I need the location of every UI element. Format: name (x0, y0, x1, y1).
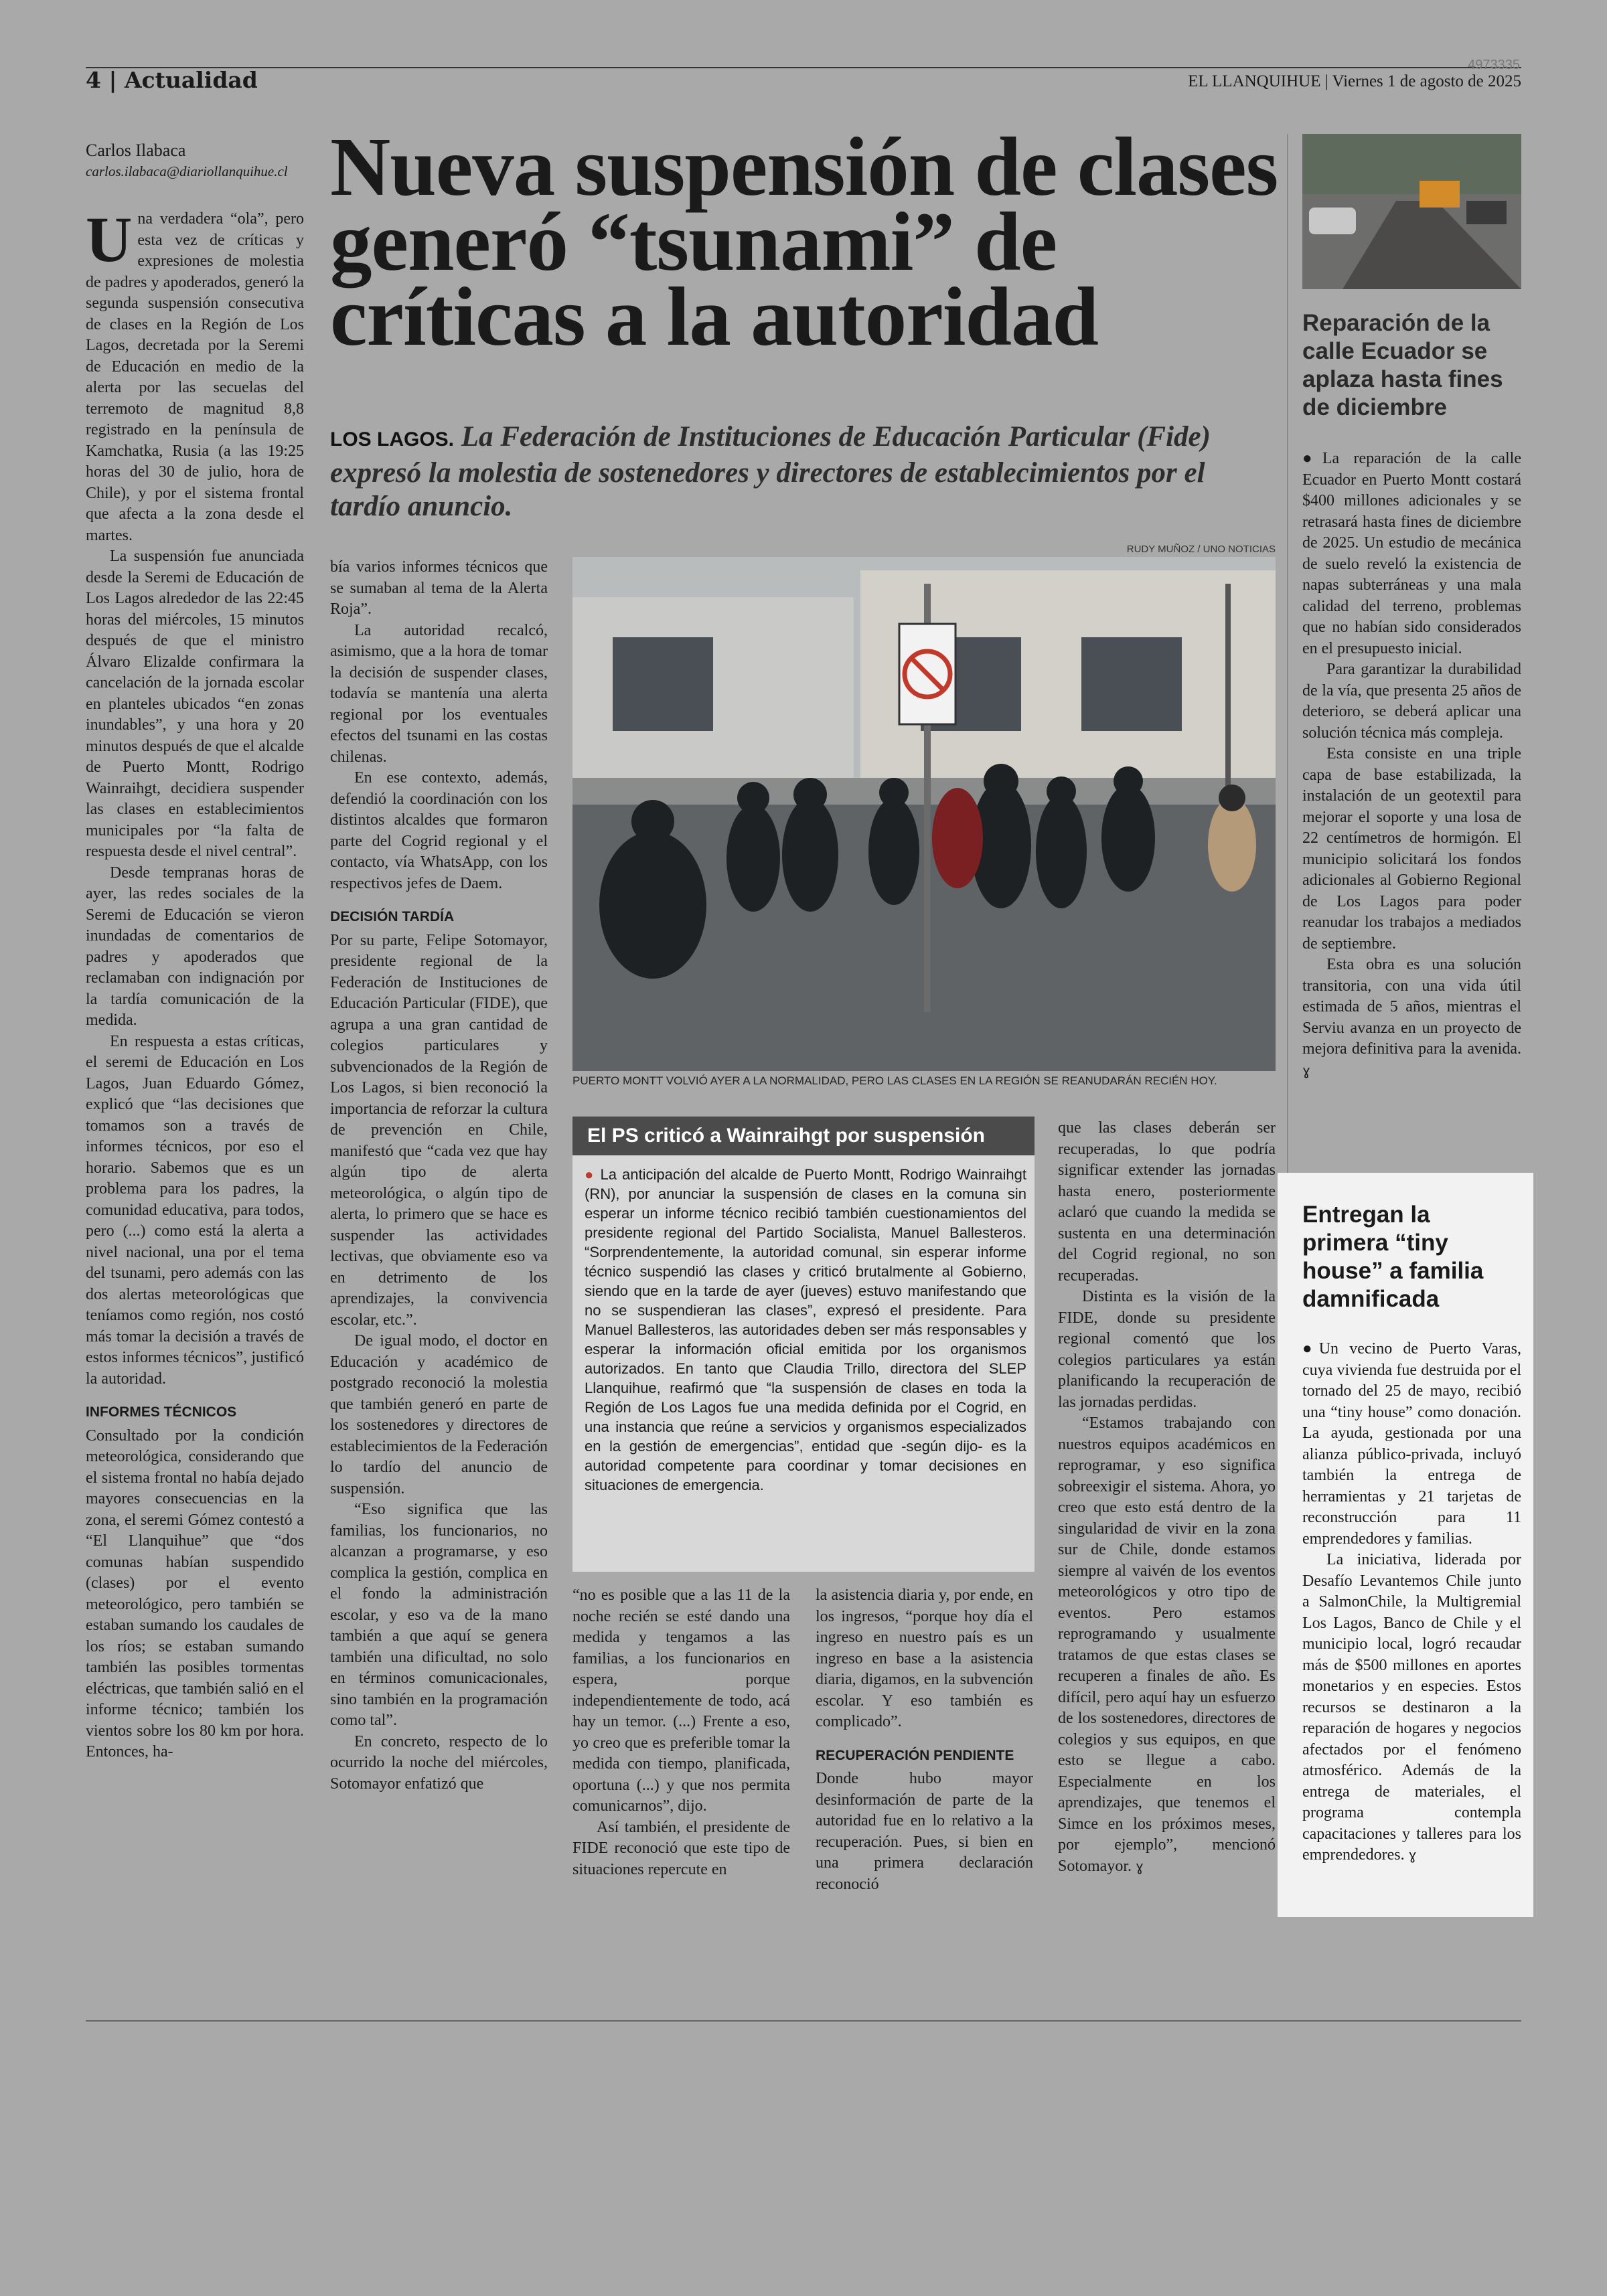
end-mark-icon: ɣ (1136, 1858, 1144, 1874)
author-name: Carlos Ilabaca (86, 141, 186, 160)
article-column-4 (816, 1585, 1033, 1906)
article-column-2 (330, 557, 548, 1909)
article-paragraph: Donde hubo mayor desinformación de parte de la autoridad fue en lo relativo a la recuperación. Pues, si bien en una primera declaración reconoció (816, 1770, 1033, 1893)
publication-date: EL LLANQUIHUE | Viernes 1 de agosto de 2025 (1188, 72, 1521, 90)
article-lede (330, 420, 1274, 523)
article-column-1 (86, 209, 304, 1909)
article-paragraph: Esta obra es una solución transitoria, con una vida útil estimada de 5 años, mientras el Serviu avanza en un proyecto de mejora definitiva para la avenida. ɣ (1302, 956, 1521, 1078)
article-paragraph: “no es posible que a las 11 de la noche recién se esté dando una medida y tengamos a las familias, a los funcionarios en espera, porque independientemente de todo, acá hay un temor. (...) Frente a eso, yo creo que es preferible tomar la medida con tiempo, planificada, oportuna (...) y que nos permita comunicarnos”, dijo. (572, 1586, 790, 1815)
article-paragraph: En ese contexto, además, defendió la coordinación con los distintos alcaldes que formaron parte del Cogrid regional y el contacto, vía WhatsApp, con los respectivos jefes de Daem. (330, 769, 548, 892)
road-works-illustration (1302, 134, 1521, 289)
photo-caption: PUERTO MONTT VOLVIÓ AYER A LA NORMALIDAD, PERO LAS CLASES EN LA REGIÓN SE REANUDARÁN RECIÉN HOY. (572, 1074, 1217, 1087)
end-mark-icon: ɣ (1302, 1062, 1310, 1078)
end-mark-icon: ɣ (1408, 1847, 1417, 1863)
street-scene-illustration (572, 557, 1276, 1071)
article-headline: Nueva suspensión de clases generó “tsunami” de críticas a la autoridad (330, 121, 1278, 363)
article-paragraph: Desde tempranas horas de ayer, las redes sociales de la Seremi de Educación se vieron inundadas de comentarios de padres y apoderados que reclamaban con indignación por la tardía comunicación de la medida. (86, 864, 304, 1029)
side-story-1-title: Reparación de la calle Ecuador se aplaza hasta fines de diciembre (1302, 310, 1503, 420)
article-paragraph: De igual modo, el doctor en Educación y académico de postgrado reconoció la molestia que también generó en parte de los sostenedores y directores de establecimientos de la Federación lo tardío del anuncio de suspensión. (330, 1332, 548, 1497)
article-paragraph: la asistencia diaria y, por ende, en los ingresos, “porque hoy día el ingreso en nuestro país es un ingreso en base a la asistencia diaria, digamos, en la subvención escolar. Y eso también es complicado”. (816, 1586, 1033, 1730)
subhead-recuperacion-pendiente: RECUPERACIÓN PENDIENTE (816, 1747, 1014, 1763)
article-paragraph: Así también, el presidente de FIDE reconoció que este tipo de situaciones repercute en (572, 1818, 790, 1878)
article-paragraph: “Estamos trabajando con nuestros equipos académicos en reprogramar, y eso significa sobreexigir el sistema. Ahora, yo creo que esto está dentro de la singularidad de vivir en la zona sur de Chile, donde estamos siempre al vaivén de los eventos meteorológicos y otro tipo de eventos. Pero estamos reprogramando y usualmente tratamos de que estas clases se recuperen a finales de año. Es difícil, pero aquí hay un esfuerzo de los sostenedores, directores de colegios y sus equipos, en que esto se llegue a cabo. Especialmente en los aprendizajes, que tenemos el Simce en los próximos meses, por ejemplo”, mencionó Sotomayor. ɣ (1058, 1414, 1276, 1875)
article-paragraph: ●Un vecino de Puerto Varas, cuya vivienda fue destruida por el tornado del 25 de mayo, recibió una “tiny house” como donación. La ayuda, gestionada por una alianza público-privada, incluyó también la entrega de herramientas y 21 tarjetas de reconstrucción para 11 emprendedores y familias. (1302, 1340, 1521, 1548)
subhead-decision-tardia: DECISIÓN TARDÍA (330, 909, 455, 924)
article-paragraph: Distinta es la visión de la FIDE, donde su presidente regional comentó que los colegios particulares ya están planificando la recuperación de las jornadas perdidas. (1058, 1288, 1276, 1411)
author-email[interactable]: carlos.ilabaca@diariollanquihue.cl (86, 163, 288, 179)
article-paragraph: que las clases deberán ser recuperadas, lo que podría significar extender las jornadas hasta enero, posteriormente aclaró que cuando la medida se sustenta en una determinación del Cogrid regional, no son recuperadas. (1058, 1119, 1276, 1285)
article-column-5 (1058, 1118, 1276, 1908)
article-paragraph: La autoridad recalcó, asimismo, que a la hora de tomar la decisión de suspender clases, todavía se mantenía una alerta regional por los eventuales efectos del tsunami en las costas chilenas. (330, 621, 548, 766)
page-code: 4973335 (1468, 58, 1520, 72)
article-paragraph: Para garantizar la durabilidad de la vía, que presenta 25 años de deterioro, se deberá aplicar una solución técnica más compleja. (1302, 661, 1521, 742)
article-paragraph: Consultado por la condición meteorológica, considerando que el sistema frontal no había dejado mayores consecuencias en la zona, el seremi Gómez contestó a “El Llanquihue” que “dos comunas habían suspendido (clases) por el evento meteorológico, pero también se estaban sumando los caudales de los ríos; se estaban sumando también las posibles tormentas eléctricas, que también salió en el informe técnico; también los vientos sobre los 80 km por hora. Entonces, ha- (86, 1426, 304, 1760)
side-photo-street-repair (1302, 134, 1521, 289)
article-paragraph: ●La reparación de la calle Ecuador en Puerto Montt costará $400 millones adicionales y se retrasará hasta fines de diciembre de 2025. Un estudio de mecánica de suelo reveló la existencia de napas subterráneas y una mala calidad del terreno, problemas que no habían sido considerados en el presupuesto inicial. (1302, 450, 1521, 657)
bottom-rule (86, 2020, 1521, 2022)
article-paragraph: La suspensión fue anunciada desde la Seremi de Educación de Los Lagos alrededor de las 22:45 horas del miércoles, 15 minutos después de que el ministro Álvaro Elizalde confirmara la cancelación de la jornada escolar en planteles ubicados “en zonas inundables”, y una hora y 20 minutos después de que el alcalde de Puerto Montt, Rodrigo Wainraihgt, decidiera suspender las clases en establecimientos municipales por “la falta de respuesta desde el nivel central”. (86, 548, 304, 860)
photo-credit: RUDY MUÑOZ / UNO NOTICIAS (1126, 544, 1276, 555)
side-story-1-body (1302, 448, 1521, 1081)
lede-kicker: LOS LAGOS. (330, 428, 455, 450)
box-ps-title: El PS criticó a Wainraihgt por suspensión (572, 1117, 1035, 1155)
header-rule (86, 67, 1521, 68)
drop-cap: U (86, 209, 133, 275)
page-section-label: 4 | Actualidad (86, 67, 258, 93)
article-paragraph: Una verdadera “ola”, pero esta vez de críticas y expresiones de molestia de padres y apoderados, generó la segunda suspensión consecutiva de clases en la Región de Los Lagos, decretada por la Seremi de Educación en medio de la alerta por las secuelas del terremoto de magnitud 8,8 registrado en la península de Kamchatka, Rusia (a las 19:25 horas del 30 de julio, hora de Chile), y por el sistema frontal que afecta a la zona desde el martes. (86, 209, 304, 544)
side-story-2-title: Entregan la primera “tiny house” a familia damnificada (1302, 1202, 1484, 1312)
article-paragraph: En concreto, respecto de lo ocurrido la noche del miércoles, Sotomayor enfatizó que (330, 1732, 548, 1793)
article-paragraph: Por su parte, Felipe Sotomayor, presidente regional de la Federación de Instituciones de Educación Particular (FIDE), que agrupa a una gran cantidad de colegios particulares y subvencionados de la Región de Los Lagos, si bien reconoció la importancia de reforzar la cultura de prevención en Chile, manifestó que “cada vez que hay algún tipo de alerta meteorológica, o algún tipo de alerta, lo primero que se hace es suspender las actividades lectivas, que obviamente eso va en detrimento de los aprendizajes, la convivencia escolar, etc.”. (330, 931, 548, 1329)
bullet-icon: ● (1302, 1340, 1319, 1358)
side-story-2-body (1302, 1339, 1521, 1866)
lede-text: La Federación de Instituciones de Educación Particular (Fide) expresó la molestia de sostenedores y directores de establecimientos por el tardío anuncio. (330, 421, 1211, 522)
article-paragraph: Esta consiste en una triple capa de base estabilizada, la instalación de un geotextil para mejorar el soporte y una losa de 22 centímetros de hormigón. El municipio solicitará los fondos adicionales al Gobierno Regional de Los Lagos para poder reanudar los trabajos a mediados de septiembre. (1302, 745, 1521, 953)
article-paragraph: “Eso significa que las familias, los funcionarios, no alcanzan a programarse, y eso complica la gestión, complica en el fondo la administración escolar, y eso va de la mano también a que aquí se genera también una dificultad, no solo en términos comunicacionales, sino también en la programación como tal”. (330, 1501, 548, 1729)
bullet-icon: ● (585, 1166, 595, 1183)
bullet-icon: ● (1302, 450, 1322, 467)
article-paragraph: La iniciativa, liderada por Desafío Levantemos Chile junto a SalmonChile, la Multigremial Los Lagos, Banco de Chile y el municipio local, logró recaudar más de $500 millones en aportes monetarios y en especies. Estos recursos se destinaron a la reparación de hogares y negocios afectados por el fenómeno atmosférico. Además de la entrega de materiales, el programa contempla capacitaciones y talleres para los emprendedores. ɣ (1302, 1551, 1521, 1864)
main-photo (572, 557, 1276, 1071)
article-paragraph: En respuesta a estas críticas, el seremi de Educación en Los Lagos, Juan Eduardo Gómez, explicó que “las decisiones que tomamos son a través de informes técnicos, por eso el horario. Sabemos que es un problema para los padres, la comunidad educativa, para todos, pero (...) como está la alerta a nivel nacional, una por el tema del tsunami, pero además con las dos alertas meteorológicas que teníamos como región, nos costó más tomar la decisión a través de estos informes técnicos”, justificó la autoridad. (86, 1032, 304, 1388)
article-column-3 (572, 1585, 790, 1906)
article-paragraph: bía varios informes técnicos que se sumaban al tema de la Alerta Roja”. (330, 558, 548, 618)
byline (86, 141, 287, 180)
box-ps-text: La anticipación del alcalde de Puerto Montt, Rodrigo Wainraihgt (RN), por anunciar la suspensión de clases en la comuna sin esperar un informe técnico recibió también cuestionamientos del presidente regional del Partido Socialista, Manuel Ballesteros. “Sorprendentemente, la autoridad comunal, sin esperar informe técnico suspendió las clases y criticó brutalmente al Gobierno, siendo que en la tarde de ayer (jueves) estuvo manifestando que no se suspendieran las clases”, expresó el presidente. Para Manuel Ballesteros, las autoridades deben ser más responsables y esperar la información oficial emitida por los organismos autorizados. En tanto que Claudia Trillo, directora del SLEP Llanquihue, reafirmó que “la suspensión de clases en toda la Región de Los Lagos fue una medida definida por el Cogrid, en una instancia que reúne a servicios y organismos especializados en la gestión de emergencias”, entidad que -según dijo- es la autoridad competente para coordinar y tomar decisiones en situaciones de emergencia. (585, 1166, 1027, 1493)
subhead-informes-tecnicos: INFORMES TÉCNICOS (86, 1404, 237, 1420)
box-ps-body (585, 1165, 1026, 1495)
